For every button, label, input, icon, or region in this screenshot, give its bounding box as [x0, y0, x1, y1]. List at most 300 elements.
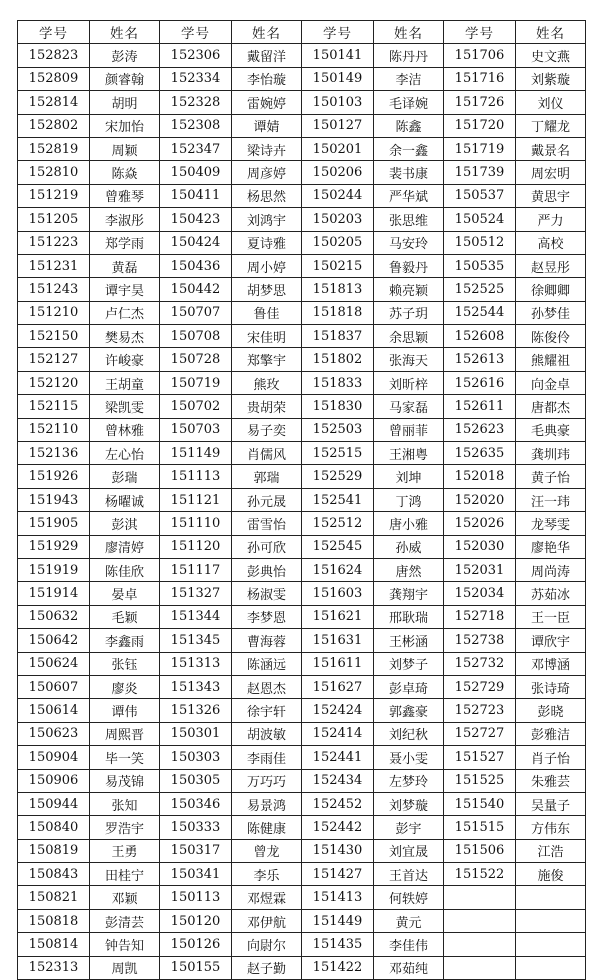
- student-name-cell: 胡明: [90, 91, 160, 114]
- student-id-cell: 152729: [444, 675, 516, 698]
- student-id-cell: 151818: [302, 301, 374, 324]
- student-id-cell: 150201: [302, 137, 374, 160]
- student-name-cell: 陈鑫: [374, 114, 444, 137]
- student-id-cell: 150333: [160, 816, 232, 839]
- student-id-cell: 152732: [444, 652, 516, 675]
- student-id-cell: 150442: [160, 278, 232, 301]
- student-id-cell: 150301: [160, 722, 232, 745]
- student-id-cell: 150149: [302, 67, 374, 90]
- student-name-cell: 余一鑫: [374, 137, 444, 160]
- table-row: [18, 722, 586, 745]
- student-name-cell: 彭晓: [516, 699, 586, 722]
- student-roster-table: [17, 20, 586, 980]
- student-id-cell: 151833: [302, 371, 374, 394]
- table-row: [18, 909, 586, 932]
- student-id-cell: 152334: [160, 67, 232, 90]
- student-id-cell: 150512: [444, 231, 516, 254]
- student-name-cell: 罗浩宇: [90, 816, 160, 839]
- student-id-cell: 152434: [302, 769, 374, 792]
- student-name-cell: 汪一玮: [516, 488, 586, 511]
- student-name-cell: 宋佳明: [232, 325, 302, 348]
- student-id-cell: 151905: [18, 512, 90, 535]
- student-id-cell: 151926: [18, 465, 90, 488]
- table-row: [18, 161, 586, 184]
- header-student-id: 学号: [18, 21, 90, 44]
- student-id-cell: 150424: [160, 231, 232, 254]
- student-id-cell: 151802: [302, 348, 374, 371]
- student-name-cell: 陈佳欣: [90, 558, 160, 581]
- student-name-cell: 李怡璇: [232, 67, 302, 90]
- header-student-id: 学号: [444, 21, 516, 44]
- student-name-cell: 刘仪: [516, 91, 586, 114]
- table-row: [18, 254, 586, 277]
- student-id-cell: 151205: [18, 208, 90, 231]
- student-name-cell: 晏卓: [90, 582, 160, 605]
- student-id-cell: 150126: [160, 933, 232, 956]
- student-id-cell: 152723: [444, 699, 516, 722]
- student-name-cell: 方伟东: [516, 816, 586, 839]
- student-id-cell: 151219: [18, 184, 90, 207]
- student-id-cell: 151929: [18, 535, 90, 558]
- student-id-cell: 151422: [302, 956, 374, 979]
- student-name-cell: 刘梦璇: [374, 792, 444, 815]
- student-id-cell: 152718: [444, 605, 516, 628]
- student-id-cell: 150818: [18, 909, 90, 932]
- table-row: [18, 558, 586, 581]
- student-id-cell: 150840: [18, 816, 90, 839]
- table-row: [18, 535, 586, 558]
- student-name-cell: 黄磊: [90, 254, 160, 277]
- student-name-cell: 胡波敏: [232, 722, 302, 745]
- student-id-cell: 150814: [18, 933, 90, 956]
- student-name-cell: 左梦玲: [374, 769, 444, 792]
- student-name-cell: 唐都杰: [516, 395, 586, 418]
- student-id-cell: 150614: [18, 699, 90, 722]
- student-id-cell: 151716: [444, 67, 516, 90]
- student-name-cell: 樊易杰: [90, 325, 160, 348]
- table-row: [18, 816, 586, 839]
- student-id-cell: 152127: [18, 348, 90, 371]
- student-name-cell: 谭欣宇: [516, 629, 586, 652]
- student-id-cell: 151243: [18, 278, 90, 301]
- student-id-cell: 150821: [18, 886, 90, 909]
- student-id-cell: 152115: [18, 395, 90, 418]
- student-name-cell: 孙元晟: [232, 488, 302, 511]
- student-id-cell: 152018: [444, 465, 516, 488]
- student-id-cell: 150702: [160, 395, 232, 418]
- student-name-cell: 何轶婷: [374, 886, 444, 909]
- student-id-cell: 150535: [444, 254, 516, 277]
- student-name-cell: 严华斌: [374, 184, 444, 207]
- student-id-cell: 150103: [302, 91, 374, 114]
- student-id-cell: 152529: [302, 465, 374, 488]
- student-id-cell: 150944: [18, 792, 90, 815]
- student-name-cell: 谭婧: [232, 114, 302, 137]
- student-id-cell: 152814: [18, 91, 90, 114]
- student-name-cell: 龚翔宇: [374, 582, 444, 605]
- student-name-cell: 戴留洋: [232, 44, 302, 67]
- student-name-cell: [516, 933, 586, 956]
- table-row: [18, 746, 586, 769]
- student-name-cell: 肖儒风: [232, 442, 302, 465]
- student-id-cell: 152120: [18, 371, 90, 394]
- student-id-cell: 151120: [160, 535, 232, 558]
- student-name-cell: 田桂宁: [90, 863, 160, 886]
- student-name-cell: 唐小雅: [374, 512, 444, 535]
- student-name-cell: 孙可欣: [232, 535, 302, 558]
- student-name-cell: 向金卓: [516, 371, 586, 394]
- student-id-cell: 150632: [18, 605, 90, 628]
- student-id-cell: 150120: [160, 909, 232, 932]
- student-id-cell: 152512: [302, 512, 374, 535]
- student-id-cell: 152347: [160, 137, 232, 160]
- student-name-cell: 刘坤: [374, 465, 444, 488]
- student-name-cell: 毛颖: [90, 605, 160, 628]
- student-name-cell: 周彦婷: [232, 161, 302, 184]
- student-id-cell: 150305: [160, 769, 232, 792]
- student-name-cell: 彭典怡: [232, 558, 302, 581]
- student-name-cell: 王一臣: [516, 605, 586, 628]
- student-id-cell: 150623: [18, 722, 90, 745]
- table-row: [18, 184, 586, 207]
- student-id-cell: 150203: [302, 208, 374, 231]
- header-name: 姓名: [232, 21, 302, 44]
- student-id-cell: 150436: [160, 254, 232, 277]
- student-id-cell: 152738: [444, 629, 516, 652]
- student-id-cell: 151627: [302, 675, 374, 698]
- student-name-cell: 刘纪秋: [374, 722, 444, 745]
- student-id-cell: 151121: [160, 488, 232, 511]
- student-name-cell: 刘梦子: [374, 652, 444, 675]
- table-row: [18, 114, 586, 137]
- student-id-cell: 151427: [302, 863, 374, 886]
- student-name-cell: 李淑彤: [90, 208, 160, 231]
- header-student-id: 学号: [160, 21, 232, 44]
- student-id-cell: 152608: [444, 325, 516, 348]
- student-id-cell: 151621: [302, 605, 374, 628]
- student-id-cell: 150215: [302, 254, 374, 277]
- student-id-cell: 151430: [302, 839, 374, 862]
- student-name-cell: 颜睿翰: [90, 67, 160, 90]
- student-id-cell: 151719: [444, 137, 516, 160]
- student-name-cell: 马家磊: [374, 395, 444, 418]
- student-id-cell: 150423: [160, 208, 232, 231]
- student-id-cell: 151223: [18, 231, 90, 254]
- table-row: [18, 792, 586, 815]
- student-name-cell: 王勇: [90, 839, 160, 862]
- student-id-cell: 152727: [444, 722, 516, 745]
- student-id-cell: 151813: [302, 278, 374, 301]
- student-name-cell: 王胡童: [90, 371, 160, 394]
- student-name-cell: 许峻豪: [90, 348, 160, 371]
- student-name-cell: 陈俊伶: [516, 325, 586, 348]
- student-id-cell: 150624: [18, 652, 90, 675]
- student-name-cell: 刘鸿宇: [232, 208, 302, 231]
- student-name-cell: 周凯: [90, 956, 160, 979]
- student-name-cell: 曾丽菲: [374, 418, 444, 441]
- student-id-cell: 152136: [18, 442, 90, 465]
- student-name-cell: 廖炎: [90, 675, 160, 698]
- student-id-cell: 151506: [444, 839, 516, 862]
- student-id-cell: 151525: [444, 769, 516, 792]
- student-name-cell: 戴景名: [516, 137, 586, 160]
- student-id-cell: 151943: [18, 488, 90, 511]
- student-id-cell: 152313: [18, 956, 90, 979]
- student-id-cell: 150904: [18, 746, 90, 769]
- student-id-cell: [444, 956, 516, 979]
- table-row: [18, 395, 586, 418]
- student-id-cell: 151113: [160, 465, 232, 488]
- student-id-cell: 151343: [160, 675, 232, 698]
- student-id-cell: 152809: [18, 67, 90, 90]
- student-name-cell: 曾龙: [232, 839, 302, 862]
- student-name-cell: 赵昱彤: [516, 254, 586, 277]
- student-id-cell: 152034: [444, 582, 516, 605]
- student-name-cell: 赖亮颖: [374, 278, 444, 301]
- student-name-cell: 刘昕梓: [374, 371, 444, 394]
- student-id-cell: 150524: [444, 208, 516, 231]
- student-name-cell: 周熙晋: [90, 722, 160, 745]
- student-name-cell: 余思颖: [374, 325, 444, 348]
- student-id-cell: 151149: [160, 442, 232, 465]
- student-name-cell: 邓颖: [90, 886, 160, 909]
- table-row: [18, 278, 586, 301]
- student-name-cell: 邢耿瑞: [374, 605, 444, 628]
- table-row: [18, 512, 586, 535]
- student-name-cell: 丁鸿: [374, 488, 444, 511]
- student-id-cell: 152030: [444, 535, 516, 558]
- student-name-cell: 曹海蓉: [232, 629, 302, 652]
- student-name-cell: 鲁毅丹: [374, 254, 444, 277]
- student-id-cell: 151344: [160, 605, 232, 628]
- header-student-id: 学号: [302, 21, 374, 44]
- student-id-cell: 150127: [302, 114, 374, 137]
- student-name-cell: 李乐: [232, 863, 302, 886]
- student-id-cell: 152635: [444, 442, 516, 465]
- student-id-cell: 151110: [160, 512, 232, 535]
- student-id-cell: 152441: [302, 746, 374, 769]
- student-name-cell: 高校: [516, 231, 586, 254]
- student-id-cell: 151739: [444, 161, 516, 184]
- table-row: [18, 582, 586, 605]
- table-row: [18, 418, 586, 441]
- student-id-cell: 152031: [444, 558, 516, 581]
- student-name-cell: 龚圳玮: [516, 442, 586, 465]
- student-id-cell: 152613: [444, 348, 516, 371]
- table-row: [18, 863, 586, 886]
- student-name-cell: 陈丹丹: [374, 44, 444, 67]
- student-id-cell: 151449: [302, 909, 374, 932]
- table-row: [18, 371, 586, 394]
- student-id-cell: 150317: [160, 839, 232, 862]
- header-name: 姓名: [516, 21, 586, 44]
- student-id-cell: 152026: [444, 512, 516, 535]
- header-name: 姓名: [374, 21, 444, 44]
- student-id-cell: 151603: [302, 582, 374, 605]
- student-id-cell: 150341: [160, 863, 232, 886]
- student-id-cell: [444, 909, 516, 932]
- student-id-cell: 151830: [302, 395, 374, 418]
- student-id-cell: [444, 933, 516, 956]
- table-row: [18, 699, 586, 722]
- student-id-cell: 151117: [160, 558, 232, 581]
- student-id-cell: 151527: [444, 746, 516, 769]
- table-row: [18, 652, 586, 675]
- student-id-cell: 150244: [302, 184, 374, 207]
- table-row: [18, 301, 586, 324]
- table-row: [18, 231, 586, 254]
- student-name-cell: 左心怡: [90, 442, 160, 465]
- student-name-cell: 谭伟: [90, 699, 160, 722]
- student-name-cell: 彭宇: [374, 816, 444, 839]
- student-name-cell: 施俊: [516, 863, 586, 886]
- student-name-cell: 赵子勤: [232, 956, 302, 979]
- student-name-cell: 彭涛: [90, 44, 160, 67]
- student-id-cell: 152611: [444, 395, 516, 418]
- student-id-cell: 150607: [18, 675, 90, 698]
- student-name-cell: 龙琴雯: [516, 512, 586, 535]
- student-id-cell: 152525: [444, 278, 516, 301]
- student-name-cell: 肖子怡: [516, 746, 586, 769]
- student-id-cell: 152544: [444, 301, 516, 324]
- student-name-cell: 聂小雯: [374, 746, 444, 769]
- student-name-cell: 唐然: [374, 558, 444, 581]
- student-name-cell: 邓茹纯: [374, 956, 444, 979]
- student-name-cell: 王湘粤: [374, 442, 444, 465]
- student-name-cell: 严力: [516, 208, 586, 231]
- student-id-cell: 151624: [302, 558, 374, 581]
- student-name-cell: 胡梦思: [232, 278, 302, 301]
- student-name-cell: 杨曜诚: [90, 488, 160, 511]
- student-name-cell: 周宏明: [516, 161, 586, 184]
- student-name-cell: 徐宇轩: [232, 699, 302, 722]
- student-id-cell: 150141: [302, 44, 374, 67]
- student-name-cell: 郑学雨: [90, 231, 160, 254]
- student-id-cell: 150728: [160, 348, 232, 371]
- student-id-cell: 151313: [160, 652, 232, 675]
- student-name-cell: 刘紫璇: [516, 67, 586, 90]
- student-name-cell: 陈涵远: [232, 652, 302, 675]
- table-row: [18, 956, 586, 979]
- student-name-cell: 黄子怡: [516, 465, 586, 488]
- student-name-cell: 郭鑫豪: [374, 699, 444, 722]
- student-name-cell: 孙威: [374, 535, 444, 558]
- student-name-cell: 裴书康: [374, 161, 444, 184]
- student-name-cell: 杨思然: [232, 184, 302, 207]
- table-row: [18, 839, 586, 862]
- student-id-cell: 152452: [302, 792, 374, 815]
- student-name-cell: 毛典豪: [516, 418, 586, 441]
- student-id-cell: 152802: [18, 114, 90, 137]
- student-name-cell: 邓煜霖: [232, 886, 302, 909]
- table-row: [18, 442, 586, 465]
- student-id-cell: 152306: [160, 44, 232, 67]
- table-row: [18, 325, 586, 348]
- student-id-cell: 152442: [302, 816, 374, 839]
- student-name-cell: 徐卿卿: [516, 278, 586, 301]
- table-row: [18, 886, 586, 909]
- student-id-cell: 152810: [18, 161, 90, 184]
- student-name-cell: 贵胡荣: [232, 395, 302, 418]
- student-id-cell: 150409: [160, 161, 232, 184]
- student-id-cell: 150703: [160, 418, 232, 441]
- student-id-cell: 151210: [18, 301, 90, 324]
- student-id-cell: 150707: [160, 301, 232, 324]
- student-name-cell: 易子奕: [232, 418, 302, 441]
- student-name-cell: [516, 886, 586, 909]
- student-name-cell: 梁诗卉: [232, 137, 302, 160]
- student-id-cell: 151720: [444, 114, 516, 137]
- header-row: [18, 21, 586, 44]
- student-name-cell: 张海天: [374, 348, 444, 371]
- student-name-cell: 易茂锦: [90, 769, 160, 792]
- table-row: [18, 137, 586, 160]
- student-id-cell: [444, 886, 516, 909]
- table-row: [18, 933, 586, 956]
- student-id-cell: 151435: [302, 933, 374, 956]
- student-name-cell: 黄思宇: [516, 184, 586, 207]
- student-name-cell: 彭雅洁: [516, 722, 586, 745]
- student-id-cell: 151515: [444, 816, 516, 839]
- student-name-cell: 廖清婷: [90, 535, 160, 558]
- student-name-cell: 杨淑雯: [232, 582, 302, 605]
- student-name-cell: 李佳伟: [374, 933, 444, 956]
- student-name-cell: 张知: [90, 792, 160, 815]
- student-id-cell: 152823: [18, 44, 90, 67]
- student-id-cell: 150346: [160, 792, 232, 815]
- student-id-cell: 151919: [18, 558, 90, 581]
- student-id-cell: 151611: [302, 652, 374, 675]
- student-name-cell: 李洁: [374, 67, 444, 90]
- student-name-cell: 谭宇昊: [90, 278, 160, 301]
- student-name-cell: 张诗琦: [516, 675, 586, 698]
- student-id-cell: 152515: [302, 442, 374, 465]
- student-name-cell: 向尉尔: [232, 933, 302, 956]
- student-name-cell: 雷婉婷: [232, 91, 302, 114]
- student-name-cell: 史文燕: [516, 44, 586, 67]
- student-id-cell: 151914: [18, 582, 90, 605]
- student-id-cell: 150206: [302, 161, 374, 184]
- student-name-cell: 万巧巧: [232, 769, 302, 792]
- student-id-cell: 151231: [18, 254, 90, 277]
- student-id-cell: 151522: [444, 863, 516, 886]
- student-id-cell: 151327: [160, 582, 232, 605]
- student-name-cell: 廖艳华: [516, 535, 586, 558]
- student-name-cell: [516, 956, 586, 979]
- student-name-cell: 曾雅琴: [90, 184, 160, 207]
- student-id-cell: 152541: [302, 488, 374, 511]
- student-id-cell: 150843: [18, 863, 90, 886]
- student-name-cell: 马安玲: [374, 231, 444, 254]
- student-name-cell: 张思维: [374, 208, 444, 231]
- student-id-cell: 152328: [160, 91, 232, 114]
- student-name-cell: 王彬涵: [374, 629, 444, 652]
- student-id-cell: 150719: [160, 371, 232, 394]
- student-id-cell: 150708: [160, 325, 232, 348]
- student-name-cell: 郑擎宇: [232, 348, 302, 371]
- student-id-cell: 151726: [444, 91, 516, 114]
- student-name-cell: 苏茹冰: [516, 582, 586, 605]
- student-id-cell: 152545: [302, 535, 374, 558]
- table-row: [18, 675, 586, 698]
- student-name-cell: 熊耀祖: [516, 348, 586, 371]
- table-row: [18, 605, 586, 628]
- student-name-cell: 周小婷: [232, 254, 302, 277]
- student-id-cell: 152616: [444, 371, 516, 394]
- student-id-cell: 150819: [18, 839, 90, 862]
- student-id-cell: 151413: [302, 886, 374, 909]
- student-name-cell: 吴量子: [516, 792, 586, 815]
